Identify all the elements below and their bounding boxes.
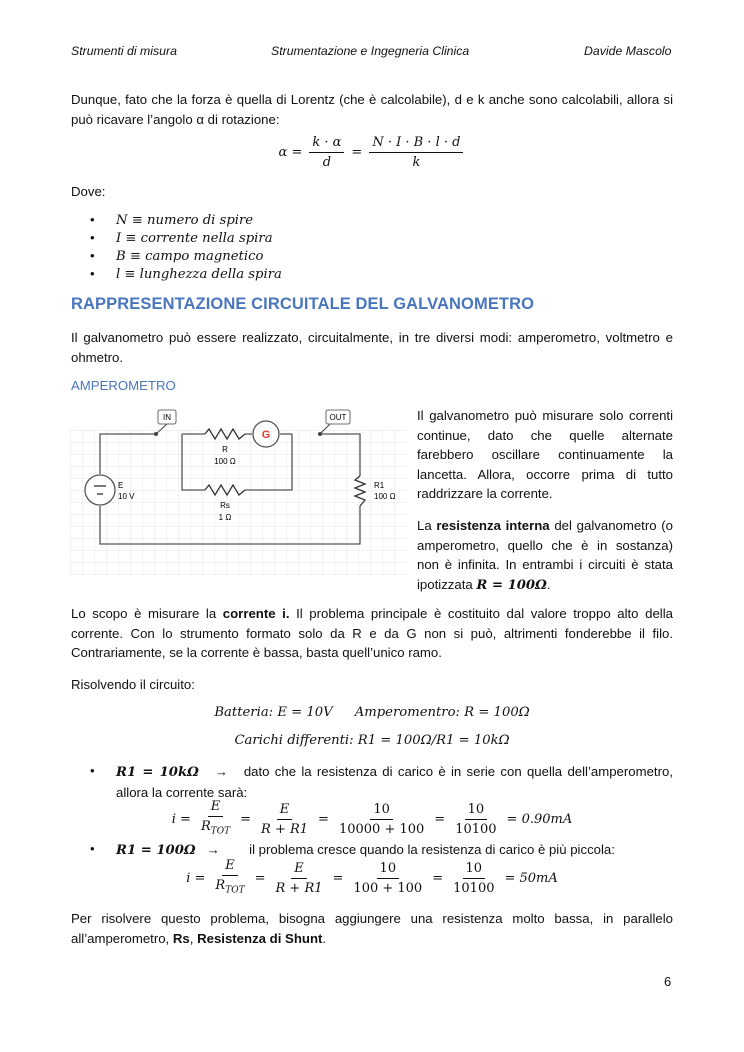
resistor-r1-label: R1 xyxy=(374,481,385,490)
bold-resistenza-shunt: Resistenza di Shunt xyxy=(197,930,323,946)
case2-equation: i = $\frac{E}{R_{TOT}}$ = $\frac{E}{R + R1}$ = $\frac{10}{100 + 100}$ = $\frac{10}{10100}$ = 50mA xyxy=(186,858,558,896)
battery-value: 10 V xyxy=(118,492,135,501)
resistor-r-value: 100 Ω xyxy=(214,457,236,466)
resistor-r-label: R xyxy=(222,445,228,454)
subsection-title: AMPEROMETRO xyxy=(71,378,176,393)
section-intro: Il galvanometro può essere realizzato, circuitalmente, in tre diversi modi: amperometro, voltmetro e ohmetro. xyxy=(71,330,673,365)
bullet-icon: • xyxy=(90,841,95,856)
resistor-rs-label: Rs xyxy=(220,501,230,510)
definition-item: I ≡ corrente nella spira xyxy=(116,231,273,246)
formula-fraction-1: $\frac{k \cdot \alpha}{d}$ xyxy=(309,135,344,170)
circuit-diagram xyxy=(70,406,406,576)
side-paragraph-2: La resistenza interna del galvanometro (o amperometro, quello che è in sostanza) non è infinita. In entrambi i circuiti è stata ipotizzata R = 100Ω. xyxy=(417,518,674,593)
battery-icon xyxy=(85,475,115,505)
bold-resistenza-interna: resistenza interna xyxy=(436,518,550,533)
equation-carichi: Carichi differenti: R1 = 100Ω/R1 = 10kΩ xyxy=(234,733,510,748)
in-label: IN xyxy=(163,413,171,422)
formula-r-100: R = 100Ω xyxy=(476,577,547,593)
scopo-paragraph: Lo scopo è misurare la corrente i. Il problema principale è costituito dal valore troppo alto della corrente. Con lo strumento formato solo da R e da G non si può, altrimenti fonderebbe il filo. Contrariamente, se la corrente è bassa, basta quell’unico ramo. xyxy=(71,606,673,660)
battery-label: E xyxy=(118,481,124,490)
side-paragraph-1: Il galvanometro può misurare solo correnti continue, dato che quelle alternate farebbero oscillare continuamente la lancetta. Allora, occorre prima di tutto raddrizzare la corrente. xyxy=(417,408,673,501)
header-right: Davide Mascolo xyxy=(584,44,672,58)
bullet-icon: • xyxy=(90,266,95,281)
circuit-grid xyxy=(70,430,406,576)
header-left: Strumenti di misura xyxy=(71,44,177,58)
bullet-icon: • xyxy=(90,763,95,778)
case2-text: R1 = 100Ω → il problema cresce quando la resistenza di carico è più piccola: xyxy=(116,842,615,858)
intro-paragraph: Dunque, fato che la forza è quella di Lorentz (che è calcolabile), d e k anche sono calcolabili, allora si può ricavare l’angolo α di rotazione: xyxy=(71,92,673,127)
header-center: Strumentazione e Ingegneria Clinica xyxy=(271,44,470,58)
bullet-icon: • xyxy=(90,248,95,263)
dove-label: Dove: xyxy=(71,184,106,199)
resistor-rs-value: 1 Ω xyxy=(218,513,232,522)
section-title: RAPPRESENTAZIONE CIRCUITALE DEL GALVANOMETRO xyxy=(71,295,535,313)
out-terminal xyxy=(318,432,322,436)
final-paragraph: Per risolvere questo problema, bisogna aggiungere una resistenza molto bassa, in parallelo all’amperometro, Rs, Resistenza di Shunt. xyxy=(71,911,673,946)
definition-item: B ≡ campo magnetico xyxy=(116,249,264,264)
case2-label: R1 = 100Ω xyxy=(116,843,196,858)
risolvendo-label: Risolvendo il circuito: xyxy=(71,677,195,692)
bold-rs: Rs xyxy=(172,930,190,946)
bullet-icon: • xyxy=(90,230,95,245)
case1-equation: i = $\frac{E}{R_{TOT}}$ = $\frac{E}{R + R1}$ = $\frac{10}{10000 + 100}$ = $\frac{10}{10100}$ = 0.90mA xyxy=(171,799,573,837)
galvanometer-label: G xyxy=(261,429,271,441)
bullet-icon: • xyxy=(90,212,95,227)
equation-batteria: Batteria: E = 10V Amperomentro: R = 100Ω xyxy=(214,705,530,720)
definition-item: N ≡ numero di spire xyxy=(116,213,254,228)
formula-fraction-2: $\frac{N \cdot I \cdot B \cdot l \cdot d}{k}$ xyxy=(369,135,463,170)
resistor-r1-value: 100 Ω xyxy=(374,492,396,501)
formula-lhs: α = xyxy=(278,145,303,160)
out-label: OUT xyxy=(329,413,347,422)
formula-alpha: α = $\frac{k \cdot \alpha}{d}$ = $\frac{N \cdot I \cdot B \cdot l \cdot d}{k}$ xyxy=(71,135,673,170)
in-terminal xyxy=(154,432,158,436)
case1-text: R1 = 10kΩ → dato che la resistenza di carico è in serie con quella dell’amperometro, allora la corrente sarà: xyxy=(116,764,673,800)
definition-item: l ≡ lunghezza della spira xyxy=(116,267,282,282)
case1-label: R1 = 10kΩ xyxy=(116,765,199,780)
page-number: 6 xyxy=(664,974,672,989)
bold-corrente-i: corrente i. xyxy=(222,606,290,621)
